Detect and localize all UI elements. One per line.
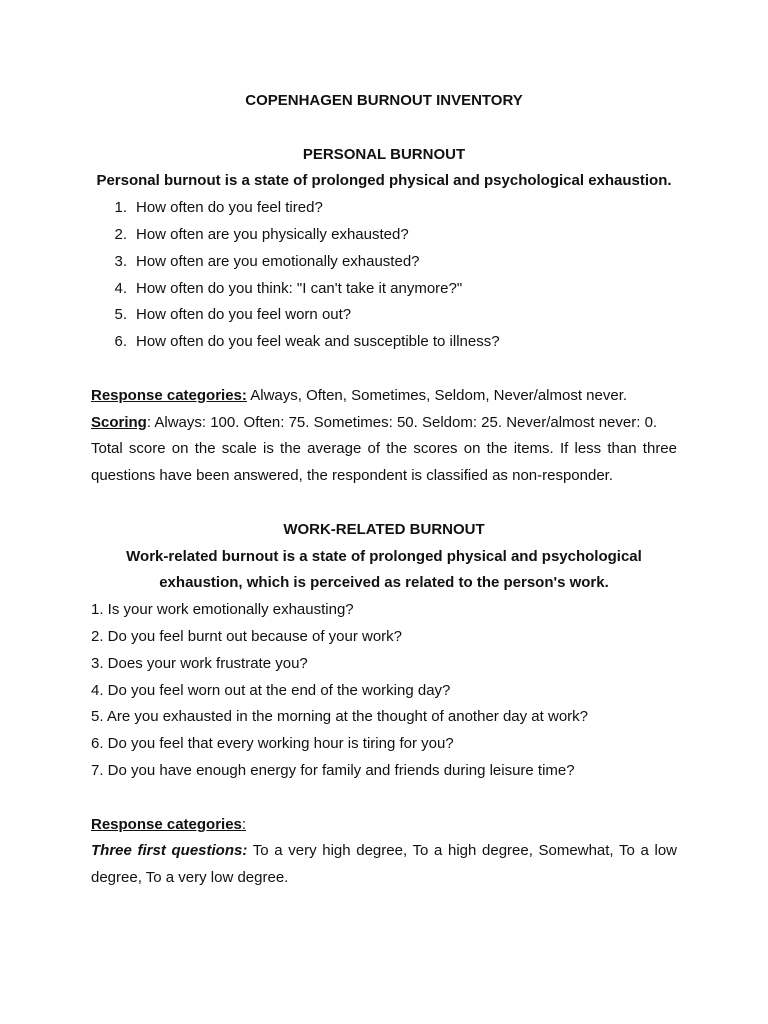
response-categories-colon: : [241,815,247,833]
item-number: 4. [114,279,127,297]
response-categories-label: Response categories [91,815,242,833]
total-score-paragraph: Total score on the scale is the average of the scores on the items. If less than three questions have been answered, the respondent is classified as non-responder. [91,440,677,485]
list-item [91,302,677,329]
list-item [91,276,677,303]
response-categories-label: Response categories: [91,386,247,404]
list-item [91,249,677,276]
list-item [91,222,677,249]
document-page [91,88,677,892]
work-burnout-heading: WORK-RELATED BURNOUT [283,520,485,538]
personal-scoring [91,410,677,437]
list-item: 2. Do you feel burnt out because of your work? [91,627,403,645]
scoring-label: Scoring [91,413,147,431]
item-text: How often do you feel weak and susceptible to illness? [136,333,500,351]
item-text: How often are you physically exhausted? [136,225,409,243]
list-item: 7. Do you have enough energy for family and friends during leisure time? [91,761,575,779]
item-text: How often are you emotionally exhausted? [136,252,420,270]
spacer [91,490,677,517]
spacer [91,356,677,383]
personal-burnout-definition: Personal burnout is a state of prolonged physical and psychological exhaustion. [96,172,672,190]
item-number: 3. [114,252,127,270]
work-response-categories [91,812,677,839]
item-number: 5. [114,306,127,324]
list-item: 4. Do you feel worn out at the end of the working day? [91,681,451,699]
list-item [91,329,677,356]
response-categories-text: Always, Often, Sometimes, Seldom, Never/almost never. [246,386,628,404]
item-number: 2. [114,225,127,243]
work-burnout-definition-line2: exhaustion, which is perceived as related to the person's work. [159,574,609,592]
spacer [91,115,677,142]
list-item: 6. Do you feel that every working hour is tiring for you? [91,735,454,753]
three-first-questions-text: To a very high degree, To a high degree, Somewhat, To a low degree, To a very low degree. [91,842,677,887]
three-first-questions [91,838,677,892]
work-burnout-definition-line1: Work-related burnout is a state of prolonged physical and psychological [126,547,642,565]
list-item: 5. Are you exhausted in the morning at the thought of another day at work? [91,708,588,726]
list-item [91,195,677,222]
scoring-text: : Always: 100. Often: 75. Sometimes: 50. Seldom: 25. Never/almost never: 0. [146,413,658,431]
list-item: 1. Is your work emotionally exhausting? [91,601,354,619]
item-number: 1. [114,199,127,217]
item-text: How often do you think: "I can't take it anymore?" [136,279,463,297]
item-text: How often do you feel tired? [136,199,323,217]
work-burnout-questions [91,597,677,785]
three-first-questions-label: Three first questions: [91,842,248,860]
personal-burnout-heading: PERSONAL BURNOUT [302,145,466,163]
personal-burnout-questions [91,195,677,356]
personal-response-categories [91,383,677,410]
spacer [91,785,677,812]
item-text: How often do you feel worn out? [136,306,352,324]
document-title: COPENHAGEN BURNOUT INVENTORY [245,92,523,109]
item-number: 6. [114,333,127,351]
list-item: 3. Does your work frustrate you? [91,654,308,672]
